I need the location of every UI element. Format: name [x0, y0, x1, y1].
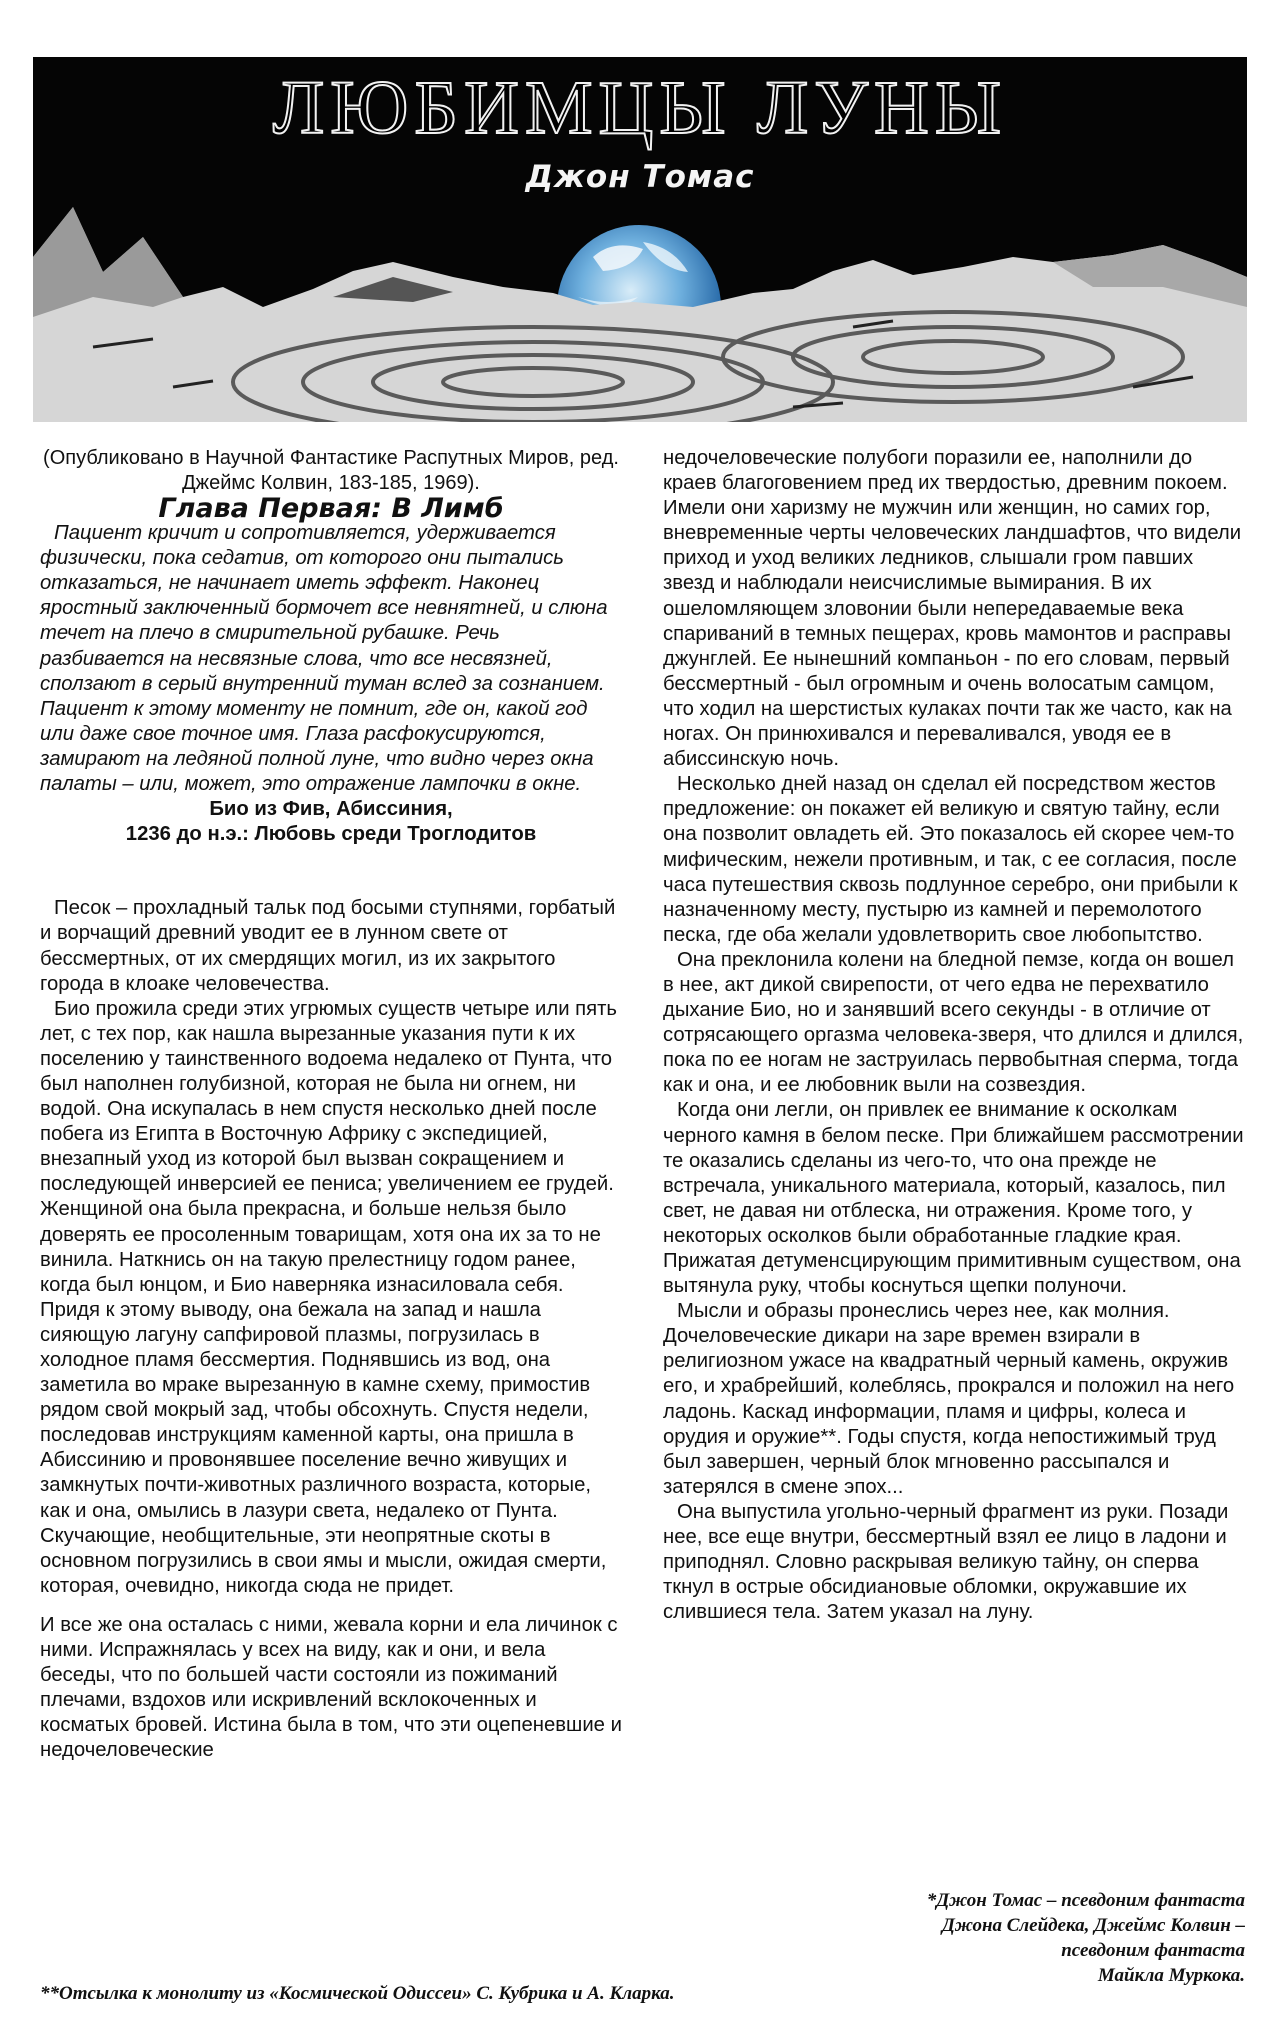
- body-paragraph: Мысли и образы пронеслись через нее, как молния. Дочеловеческие дикари на заре времен взирали в религиозном ужасе на квадратный черный камень, окружив его, и храбрейший, колеблясь, прокрался и положил на него ладонь. Каскад информации, пламя и цифры, колеса и орудия и оружие**. Годы спустя, когда непостижимый труд был завершен, черный блок мгновенно рассыпался и затерялся в смене эпох...: [663, 1300, 1235, 1498]
- body-paragraph: Она преклонила колени на бледной пемзе, когда он вошел в нее, акт дикой свирепости, от чего едва не перехватило дыхание Био, но и занявший всего секунды - в отличие от сотрясающего оргазма человека-зверя, что длился и длился, пока по ее ногам не заструилась первобытная сперма, тогда как и она, и ее любовник выли на созвездия.: [663, 948, 1244, 1097]
- monolith-footnote: **Отсылка к монолиту из «Космической Одиссеи» С. Кубрика и А. Кларка.: [40, 1983, 675, 2004]
- header-banner: [33, 57, 1247, 422]
- footnote-line: псевдоним фантаста: [1061, 1940, 1245, 1961]
- publication-note: (Опубликовано в Научной Фантастике Распутных Миров, ред. Джеймс Колвин, 183-185, 1969).: [43, 447, 619, 494]
- left-column: [40, 446, 622, 1764]
- right-column: [663, 446, 1245, 1625]
- author-name: Джон Томас: [525, 159, 755, 195]
- chapter-title: Глава Первая: В Лимб: [158, 493, 504, 524]
- section-heading-line-2: 1236 до н.э.: Любовь среди Троглодитов: [125, 823, 537, 846]
- body-paragraph: И все же она осталась с ними, жевала корни и ела личинок с ними. Испражнялась у всех на виду, как и они, и вела беседы, что по большей части состояли из пожиманий плечами, вздохов или искривлений всклокоченных и косматых бровей. Истина была в том, что эти оцепеневшие и недочеловеческие: [40, 1613, 622, 1762]
- footnote-line: Майкла Муркока.: [1097, 1965, 1245, 1986]
- footnote-line: *Джон Томас – псевдоним фантаста: [926, 1890, 1245, 1911]
- body-paragraph: Несколько дней назад он сделал ей посредством жестов предложение: он покажет ей великую и святую тайну, если она позволит овладеть ей. Это показалось ей скорее чем-то мифическим, нежели противным, и так, с ее согласия, после часа путешествия сквозь подлунное серебро, они прибыли к назначенному месту, пустырю из камней и перемолотого песка, где оба желали удовлетворить свое любопытство.: [663, 773, 1238, 946]
- body-paragraph: недочеловеческие полубоги поразили ее, наполнили до краев благоговением пред их твердостью, древним покоем. Имели они харизму не мужчин или женщин, но самих гор, вневременные черты человеческих ландшафтов, что видели приход и уход великих ледников, слышали гром павших звезд и наблюдали неисчислимые вымирания. В их ошеломляющем зловонии были непередаваемые века спариваний в темных пещерах, кровь мамонтов и расправы джунглей. Ее нынешний компаньон - по его словам, первый бессмертный - был огромным и очень волосатым самцом, что ходил на шерстистых кулаках почти так же часто, как на ногах. Он принюхивался и переваливался, уводя ее в абиссинскую ночь.: [663, 447, 1242, 771]
- body-paragraph: Песок – прохладный тальк под босыми ступнями, горбатый и ворчащий древний уводит ее в лунном свете от бессмертных, от их смердящих могил, из их закрытого города в клоаке человечества.: [40, 897, 616, 995]
- body-paragraph: Она выпустила угольно-черный фрагмент из руки. Позади нее, все еще внутри, бессмертный взял ее лицо в ладони и приподнял. Словно раскрывая великую тайну, он сперва ткнул в острые обсидиановые обломки, окружавшие их слившиеся тела. Затем указал на луну.: [663, 1500, 1229, 1624]
- body-paragraph: Когда они легли, он привлек ее внимание к осколкам черного камня в белом песке. При ближайшем рассмотрении те оказались сделаны из чего-то, что она прежде не встречала, уникального материала, который, казалось, пил свет, не давая ни отблеска, ни отражения. Кроме того, у некоторых осколков были обработанные гладкие края. Прижатая детуменсцирующим примитивным существом, она вытянула руку, чтобы коснуться щепки полуночи.: [663, 1099, 1244, 1298]
- page-title: ЛЮБИМЦЫ ЛУНЫ: [272, 66, 1008, 150]
- section-heading-line-1: Био из Фив, Абиссиния,: [209, 798, 453, 821]
- footnote-line: Джона Слейдека, Джеймс Колвин –: [941, 1915, 1245, 1936]
- pseudonym-footnote: [765, 1888, 1245, 1988]
- body-paragraph: Био прожила среди этих угрюмых существ четыре или пять лет, с тех пор, как нашла вырезанные указания пути к их поселению у таинственного водоема недалеко от Пунта, что был наполнен голубизной, которая не была ни огнем, ни водой. Она искупалась в нем спустя несколько дней после побега из Египта в Восточную Африку с экспедицией, внезапный уход из которой был вызван сокращением и последующей инверсией ее пениса; увеличением ее грудей. Женщиной она была прекрасна, и больше нельзя было доверять ее просоленным товарищам, хотя она их за то не винила. Наткнись он на такую прелестницу годом ранее, когда был юнцом, и Био наверняка изнасиловала себя. Придя к этому выводу, она бежала на запад и нашла сияющую лагуну сапфировой плазмы, погрузилась в холодное пламя бессмертия. Поднявшись из вод, она заметила во мраке вырезанную в камне схему, примостив рядом свой мокрый зад, чтобы обсохнуть. Спустя недели, последовав инструкциям каменной карты, она пришла в Абиссинию и провонявшее поселение вечно живущих и замкнутых почти-животных различного возраста, которые, как и она, омылись в лазури света, недалеко от Пунта. Скучающие, необщительные, эти неопрятные скоты в основном погрузились в свои ямы и мысли, ожидая смерти, которая, очевидно, никогда сюда не придет.: [40, 997, 617, 1597]
- intro-paragraph: Пациент кричит и сопротивляется, удерживается физически, пока седатив, от которого они пытались отказаться, не начинает иметь эффект. Наконец яростный заключенный бормочет все невнятней, и слюна течет на плечо в смирительной рубашке. Речь разбивается на несвязные слова, что все несвязней, сползают в серый внутренний туман вслед за сознанием. Пациент к этому моменту не помнит, где он, какой год или даже свое точное имя. Глаза расфокусируются, замирают на ледяной полной луне, что видно через окна палаты – или, может, это отражение лампочки в окне.: [40, 522, 608, 796]
